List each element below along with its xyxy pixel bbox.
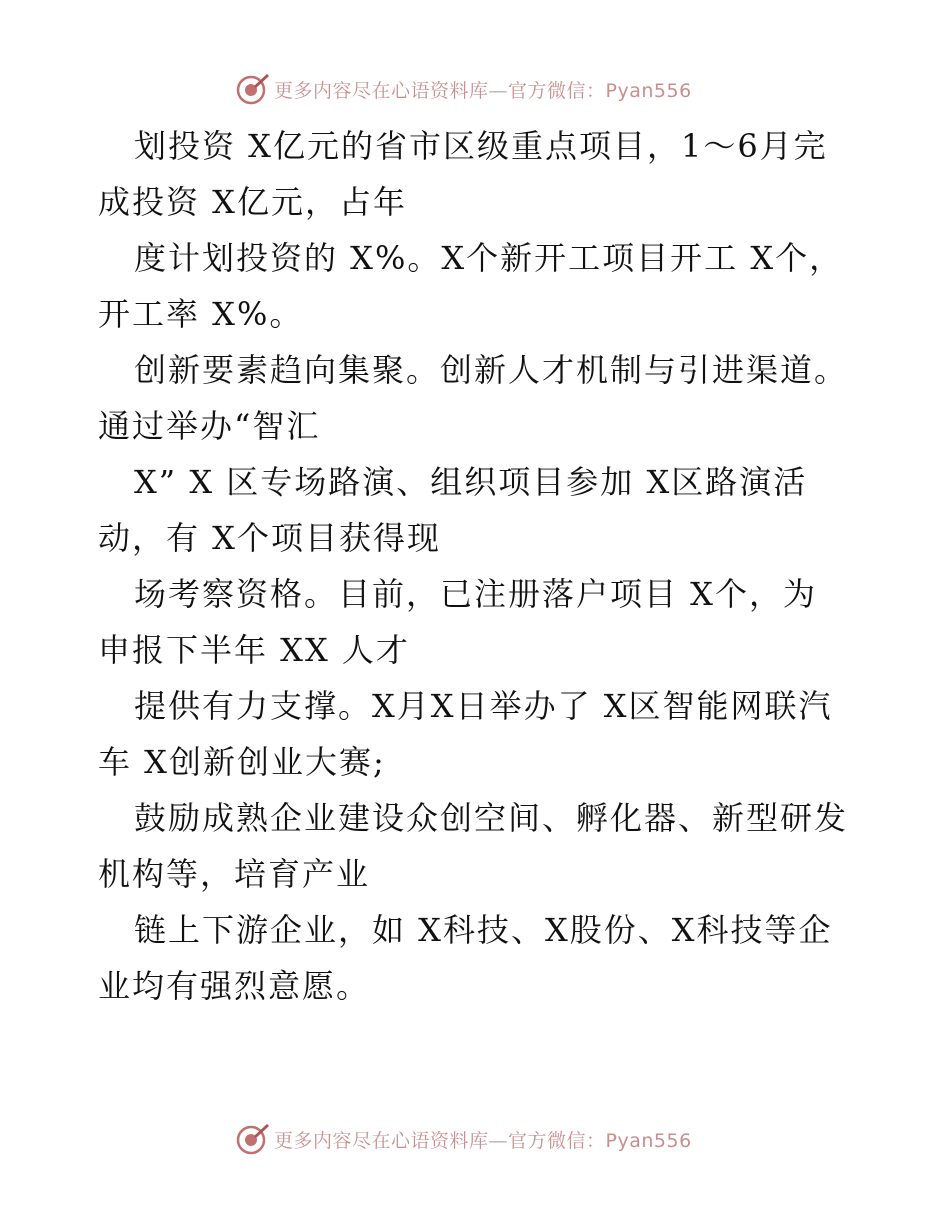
body-line-10: 申报下半年 XX 人才 [98,631,410,669]
body-line-9: 场考察资格。目前，已注册落户项目 X个，为 [134,575,817,613]
body-line-11: 提供有力支撑。X月X日举办了 X区智能网联汽 [134,687,833,725]
body-line-12: 车 X创新创业大赛; [98,743,386,781]
body-line-7: X” X 区专场路演、组织项目参加 X区路演活 [134,463,808,501]
pen-logo-icon [236,1122,270,1156]
body-line-4: 开工率 X%。 [98,295,304,333]
pen-logo-icon [236,72,270,106]
body-line-5: 创新要素趋向集聚。创新人才机制与引进渠道。 [134,351,849,389]
header-watermark-text: 更多内容尽在心语资料库—官方微信：Pyan556 [274,79,692,102]
document-body [98,118,858,1014]
footer-watermark [236,1122,716,1156]
body-line-8: 动，有 X个项目获得现 [98,519,441,557]
body-line-1: 划投资 X亿元的省市区级重点项目，1～6月完 [134,127,828,165]
body-line-15: 链上下游企业，如 X科技、X股份、X科技等企 [134,911,833,949]
body-line-16: 业均有强烈意愿。 [98,967,371,1005]
body-line-3: 度计划投资的 X%。X个新开工项目开工 X个， [134,239,844,277]
body-line-2: 成投资 X亿元，占年 [98,183,407,221]
body-line-14: 机构等，培育产业 [98,855,371,893]
footer-watermark-text: 更多内容尽在心语资料库—官方微信：Pyan556 [274,1129,692,1152]
body-line-13: 鼓励成熟企业建设众创空间、孵化器、新型研发 [134,799,849,837]
body-line-6: 通过举办“智汇 [98,407,321,445]
header-watermark [236,72,716,106]
